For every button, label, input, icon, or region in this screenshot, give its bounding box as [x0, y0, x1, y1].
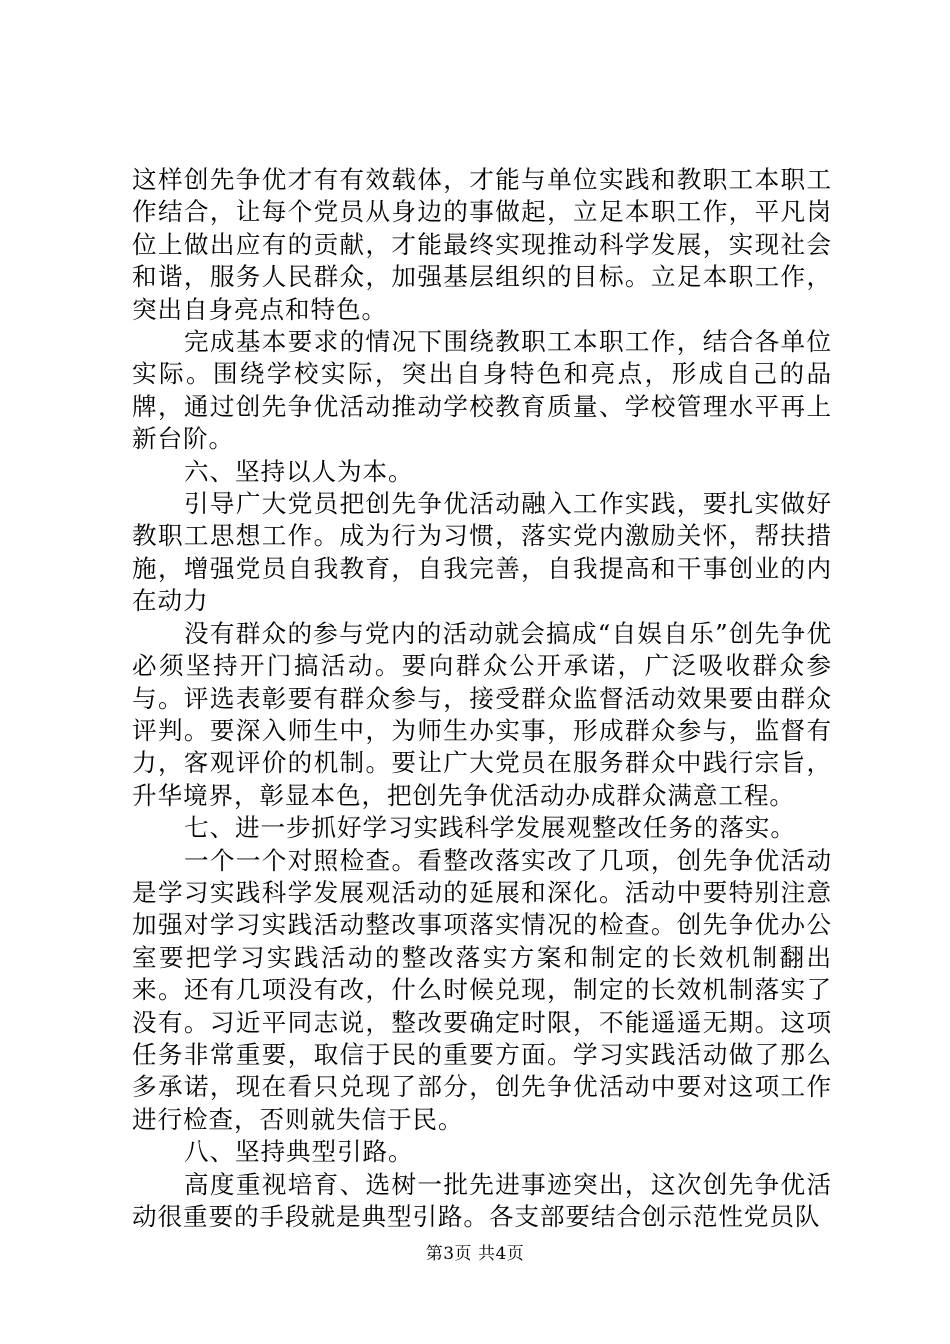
paragraph-5: 一个一个对照检查。看整改落实改了几项，创先争优活动是学习实践科学发展观活动的延展和深化。活动中要特别注意加强对学习实践活动整改事项落实情况的检查。创先争优办公室要把学习实践活动的整改落实方案和制定的长效机制翻出来。还有几项没有改，什么时候兑现，制定的长效机制落实了没有。习近平同志说，整改要确定时限，不能遥遥无期。这项任务非常重要，取信于民的重要方面。学习实践活动做了那么多承诺，现在看只兑现了部分，创先争优活动中要对这项工作进行检查，否则就失信于民。	[132, 845, 832, 1134]
document-body	[132, 164, 832, 1233]
paragraph-4: 没有群众的参与党内的活动就会搞成“自娱自乐”创先争优必须坚持开门搞活动。要向群众公开承诺，广泛吸收群众参与。评选表彰要有群众参与，接受群众监督活动效果要由群众评判。要深入师生中，为师生办实事，形成群众参与，监督有力，客观评价的机制。要让广大党员在服务群众中践行宗旨，升华境界，彰显本色，把创先争优活动办成群众满意工程。	[132, 618, 832, 810]
page-number-footer: 第3页 共4页	[425, 1244, 525, 1264]
section-heading-8: 八、坚持典型引路。	[184, 1137, 414, 1167]
paragraph-6: 高度重视培育、选树一批先进事迹突出，这次创先争优活动很重要的手段就是典型引路。各支部要结合创示范性党员队	[132, 1169, 832, 1231]
paragraph-1: 这样创先争优才有有效载体，才能与单位实践和教职工本职工作结合，让每个党员从身边的事做起，立足本职工作，平凡岗位上做出应有的贡献，才能最终实现推动科学发展，实现社会和谐，服务人民群众，加强基层组织的目标。立足本职工作，突出自身亮点和特色。	[132, 165, 832, 324]
section-heading-7: 七、进一步抓好学习实践科学发展观整改任务的落实。	[184, 813, 796, 843]
paragraph-3: 引导广大党员把创先争优活动融入工作实践，要扎实做好教职工思想工作。成为行为习惯，落实党内激励关怀，帮扶措施，增强党员自我教育，自我完善，自我提高和干事创业的内在动力	[132, 489, 832, 616]
section-heading-6: 六、坚持以人为本。	[184, 456, 414, 486]
paragraph-2: 完成基本要求的情况下围绕教职工本职工作，结合各单位实际。围绕学校实际，突出自身特色和亮点，形成自己的品牌，通过创先争优活动推动学校教育质量、学校管理水平再上新台阶。	[132, 327, 832, 454]
